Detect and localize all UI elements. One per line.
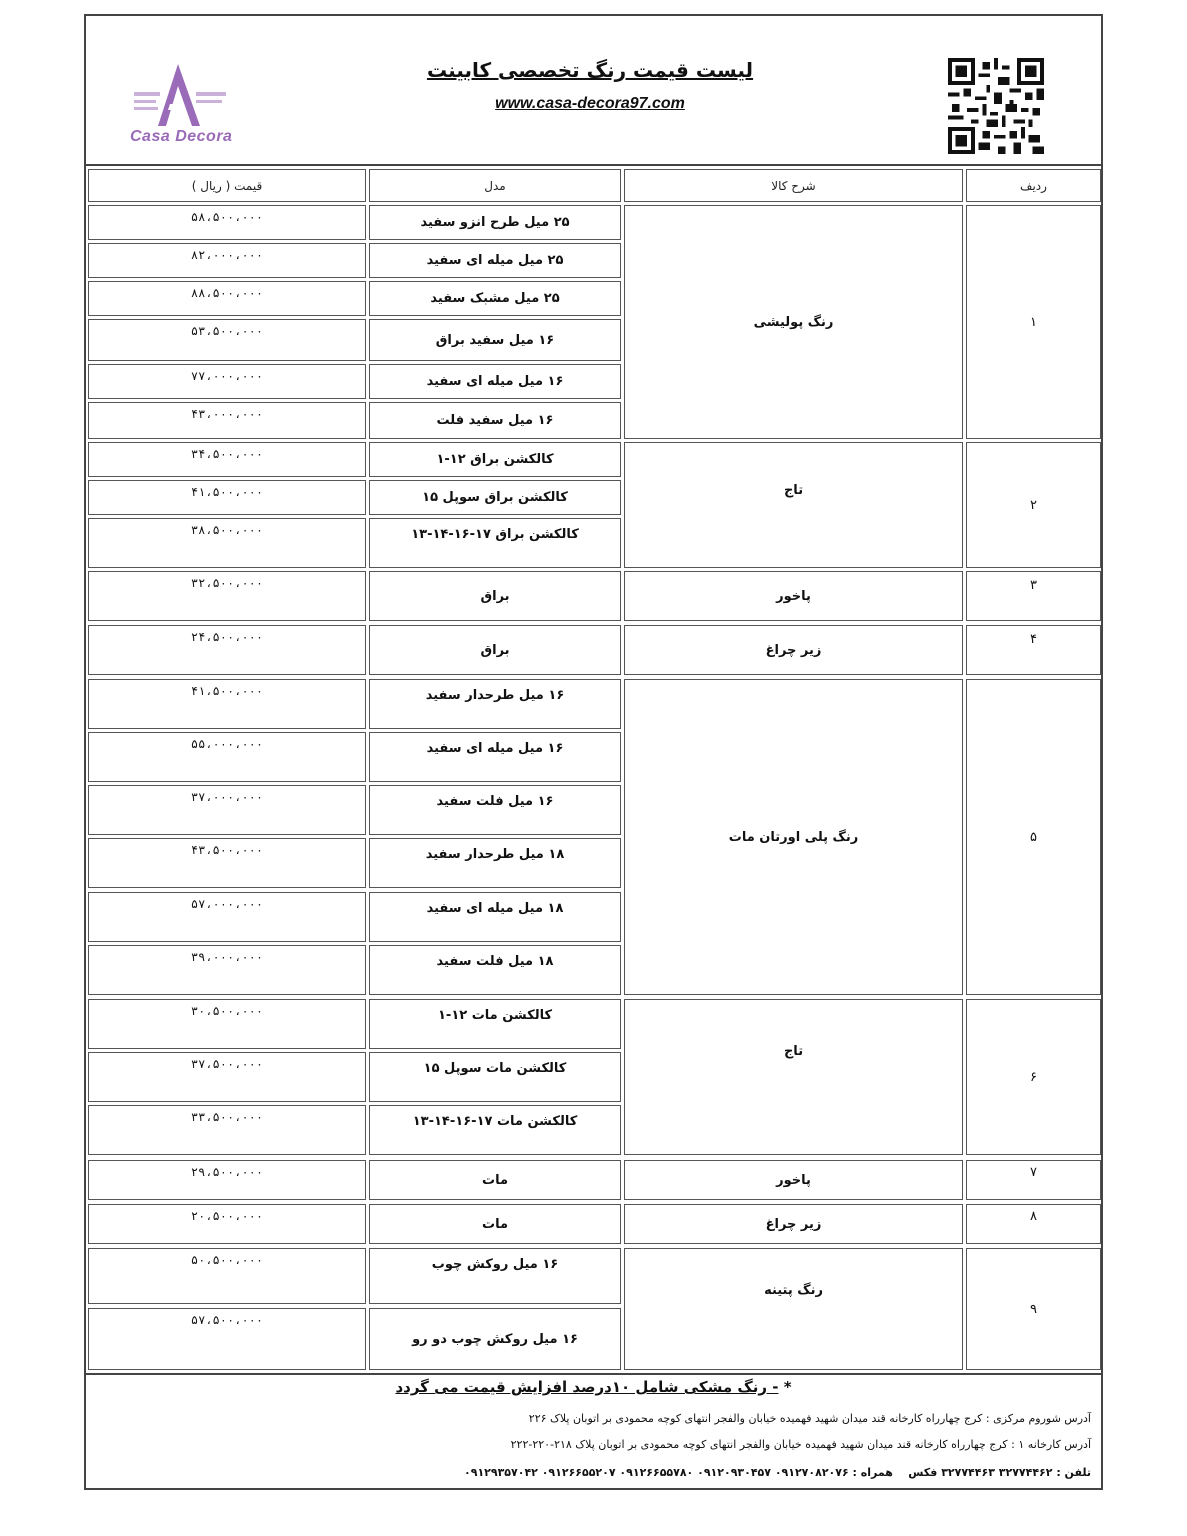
contact-phones	[464, 1466, 1091, 1479]
model-cell: ۱۶ میل روکش چوب دو رو	[369, 1308, 621, 1370]
price-cell: ۴۱،۵۰۰،۰۰۰	[88, 679, 366, 729]
model-cell: براق	[369, 625, 621, 675]
model-cell: کالکشن براق ۱۲-۱	[369, 442, 621, 477]
row-number: ۲	[966, 442, 1101, 568]
model-cell: کالکشن مات ۱۷-۱۶-۱۴-۱۳	[369, 1105, 621, 1155]
price-cell: ۷۷،۰۰۰،۰۰۰	[88, 364, 366, 399]
price-cell: ۴۱،۵۰۰،۰۰۰	[88, 480, 366, 515]
price-cell: ۵۷،۵۰۰،۰۰۰	[88, 1308, 366, 1370]
price-cell: ۵۳،۵۰۰،۰۰۰	[88, 319, 366, 361]
showroom-address	[529, 1412, 1091, 1425]
price-cell: ۴۳،۵۰۰،۰۰۰	[88, 838, 366, 888]
price-cell: ۳۲،۵۰۰،۰۰۰	[88, 571, 366, 621]
group-description: پاخور	[624, 571, 963, 621]
factory-label: آدرس کارخانه ۱ :	[1011, 1438, 1091, 1451]
phone-numbers: ۳۲۷۷۴۴۶۲ ۳۲۷۷۴۴۶۳	[941, 1466, 1053, 1479]
group-description: پاخور	[624, 1160, 963, 1200]
phone-label: تلفن :	[1056, 1466, 1091, 1479]
model-cell: مات	[369, 1160, 621, 1200]
model-cell: ۱۶ میل میله ای سفید	[369, 364, 621, 399]
model-cell: ۲۵ میل مشبک سفید	[369, 281, 621, 316]
model-cell: ۱۶ میل میله ای سفید	[369, 732, 621, 782]
row-number: ۵	[966, 679, 1101, 995]
price-cell: ۵۸،۵۰۰،۰۰۰	[88, 205, 366, 240]
model-cell: ۱۶ میل طرحدار سفید	[369, 679, 621, 729]
model-cell: کالکشن براق ۱۷-۱۶-۱۴-۱۳	[369, 518, 621, 568]
price-cell: ۳۷،۵۰۰،۰۰۰	[88, 1052, 366, 1102]
price-cell: ۳۳،۵۰۰،۰۰۰	[88, 1105, 366, 1155]
price-cell: ۲۰،۵۰۰،۰۰۰	[88, 1204, 366, 1244]
column-header-price: قیمت ( ریال )	[88, 169, 366, 202]
showroom-label: آدرس شوروم مرکزی :	[985, 1412, 1091, 1425]
price-cell: ۲۴،۵۰۰،۰۰۰	[88, 625, 366, 675]
factory-address	[511, 1438, 1091, 1451]
note-star: *	[783, 1378, 792, 1396]
model-cell: کالکشن براق سوپل ۱۵	[369, 480, 621, 515]
showroom-address-text: کرج چهارراه کارخانه قند میدان شهید فهمیده خیابان والفجر انتهای کوچه محمودی بر اتوبان پلاک ۲۲۶	[528, 1412, 983, 1425]
model-cell: ۱۶ میل روکش چوب	[369, 1248, 621, 1304]
mobile-label: همراه :	[852, 1466, 893, 1479]
model-cell: ۱۸ میل میله ای سفید	[369, 892, 621, 942]
model-cell: براق	[369, 571, 621, 621]
price-cell: ۳۰،۵۰۰،۰۰۰	[88, 999, 366, 1049]
row-number: ۷	[966, 1160, 1101, 1200]
group-description: زیر چراغ	[624, 1204, 963, 1244]
price-cell: ۳۴،۵۰۰،۰۰۰	[88, 442, 366, 477]
model-cell: ۱۶ میل فلت سفید	[369, 785, 621, 835]
row-number: ۸	[966, 1204, 1101, 1244]
row-number: ۶	[966, 999, 1101, 1155]
group-description: تاج	[624, 442, 963, 568]
model-cell: ۱۸ میل فلت سفید	[369, 945, 621, 995]
mobile-numbers: ۰۹۱۲۷۰۸۲۰۷۶ ۰۹۱۲۰۹۳۰۴۵۷ ۰۹۱۲۶۶۵۵۷۸۰ ۰۹۱۲۶۶۵۵۲۰۷ ۰۹۱۲۹۳۵۷۰۴۲	[464, 1466, 849, 1479]
price-cell: ۳۸،۵۰۰،۰۰۰	[88, 518, 366, 568]
model-cell: ۲۵ میل طرح انزو سفید	[369, 205, 621, 240]
price-cell: ۳۷،۰۰۰،۰۰۰	[88, 785, 366, 835]
model-cell: ۱۶ میل سفید فلت	[369, 402, 621, 439]
model-cell: کالکشن مات ۱۲-۱	[369, 999, 621, 1049]
column-header-radif: ردیف	[966, 169, 1101, 202]
note-text: - رنگ مشکی شامل ۱۰درصد افزایش قیمت می گردد	[395, 1378, 779, 1396]
model-cell: ۱۶ میل سفید براق	[369, 319, 621, 361]
group-description: زیر چراغ	[624, 625, 963, 675]
row-number: ۴	[966, 625, 1101, 675]
price-cell: ۳۹،۰۰۰،۰۰۰	[88, 945, 366, 995]
header-divider	[86, 164, 1101, 166]
price-cell: ۸۸،۵۰۰،۰۰۰	[88, 281, 366, 316]
column-header-description: شرح کالا	[624, 169, 963, 202]
row-number: ۹	[966, 1248, 1101, 1370]
price-cell: ۵۰،۵۰۰،۰۰۰	[88, 1248, 366, 1304]
fax-label: فکس	[908, 1466, 938, 1479]
model-cell: ۱۸ میل طرحدار سفید	[369, 838, 621, 888]
row-number: ۱	[966, 205, 1101, 439]
group-description: رنگ پلی اورتان مات	[624, 679, 963, 995]
price-cell: ۵۵،۰۰۰،۰۰۰	[88, 732, 366, 782]
footer-divider	[86, 1373, 1101, 1375]
price-cell: ۴۳،۰۰۰،۰۰۰	[88, 402, 366, 439]
factory-address-text: کرج چهارراه کارخانه قند میدان شهید فهمیده خیابان والفجر انتهای کوچه محمودی بر اتوبان پلاک ۲۱۸-۲۲۰-۲۲۲	[510, 1438, 1008, 1451]
group-description: تاج	[624, 999, 963, 1155]
website-link[interactable]: www.casa-decora97.com	[495, 95, 685, 112]
model-cell: مات	[369, 1204, 621, 1244]
price-cell: ۵۷،۰۰۰،۰۰۰	[88, 892, 366, 942]
model-cell: ۲۵ میل میله ای سفید	[369, 243, 621, 278]
logo-text: Casa Decora	[130, 128, 233, 145]
price-cell: ۸۲،۰۰۰،۰۰۰	[88, 243, 366, 278]
qr-code-icon[interactable]	[948, 58, 1044, 154]
column-header-model: مدل	[369, 169, 621, 202]
black-color-note	[86, 1378, 1101, 1396]
model-cell: کالکشن مات سوپل ۱۵	[369, 1052, 621, 1102]
row-number: ۳	[966, 571, 1101, 621]
page-title: لیست قیمت رنگ تخصصی کابینت	[426, 58, 754, 82]
price-cell: ۲۹،۵۰۰،۰۰۰	[88, 1160, 366, 1200]
group-description: رنگ پولیشی	[624, 205, 963, 439]
group-description: رنگ پتینه	[624, 1248, 963, 1370]
